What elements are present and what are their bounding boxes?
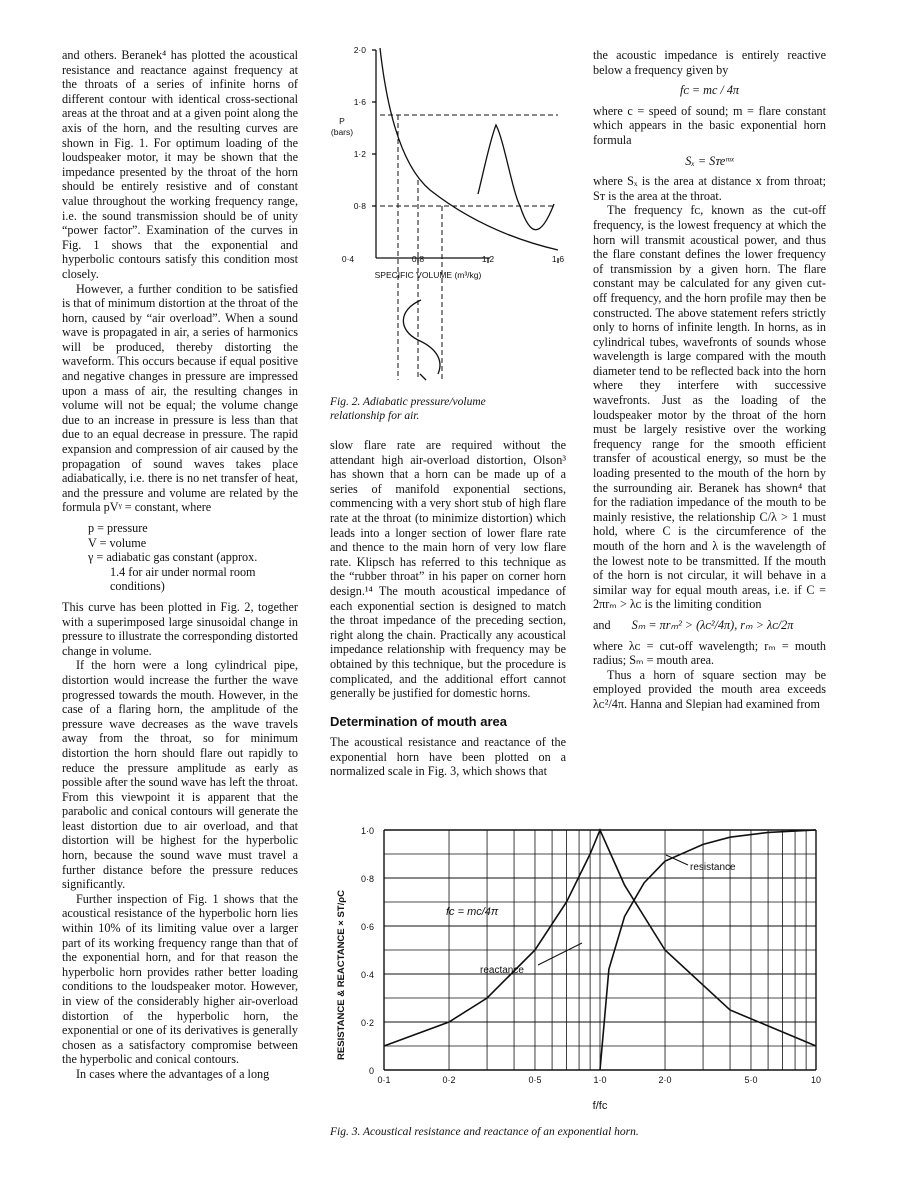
equation-body: Sₘ = πrₘ² > (λᴄ²/4π), rₘ > λᴄ/2π (631, 617, 794, 632)
fig2-ytick: 1·6 (353, 97, 366, 107)
equation-word: and (593, 617, 611, 632)
reactance-arrow (538, 943, 582, 965)
fig3-xtick: 0·2 (442, 1075, 456, 1085)
definition: V = volume (88, 535, 147, 550)
fig3-xtick: 0·5 (528, 1075, 542, 1085)
fig3-xtick: 5·0 (744, 1075, 758, 1085)
fig3-ylabel: RESISTANCE & REACTANCE × ST/ρC (336, 890, 347, 1060)
paragraph: However, a further condition to be satisfied is that of minimum distortion at the throat of the horn, caused by “air overload”. When a sound wave is propagated in air, a series of harmonics will be produced, thereby distorting the waveform. This occurs because if equal positive and negative changes in pressure are impressed upon a mass of air, the resulting changes in volume will not be equal; the volume change due to an increase in pressure is less than that due to an equal decrease in pressure. The rapid expansion and compression of air caused by the propagation of sound waves takes place adiabatically, i.e. there is no net transfer of heat, and the pressure and volume are related by the formula pVᵞ = constant, where (62, 281, 298, 515)
equation (593, 618, 826, 633)
paragraph: The frequency fᴄ, known as the cut-off frequency, is the lowest frequency at which the horn will transmit acoustical power, and thus the flare constant defines the lower frequency of transmission by a given horn. The flare constant may be calculated for any given cut-off frequency, and the horn profile may then be constructed. The above statement refers strictly only to horns of infinite length. In horns, as in cylindrical tubes, wavefronts of sounds whose wavelength is large compared with the mouth diameter tend to be reflected back into the horn where they interfere with successive wavefronts. Just as the loading of the loudspeaker motor by the throat of the horn must be largely resistive over the working frequency range for the smooth efficient transfer of acoustical energy, so must be the loading presented to the mouth of the horn by the surrounding air. Beranek has shown⁴ that for the radiation impedance of the mouth to be mainly resistive, the relationship C/λ > 1 must hold, where C is the circumference of the mouth of the horn and λ is the wavelength of the lowest note to be transmitted. If the mouth of the horn is not circular, it will behave in a similar way for equal mouth areas, i.e. if C = 2πrₘ > λᴄ is the limiting condition (593, 203, 826, 612)
fig2-xlabel: SPECIFIC VOLUME (m³/kg) (374, 270, 482, 280)
equation: fᴄ = mc / 4π (679, 83, 740, 98)
fig2-xtick: 1·6 (551, 254, 565, 264)
paragraph: If the horn were a long cylindrical pipe, distortion would increase the further the wave progressed towards the mouth. However, in the case of a flaring horn, the amplitude of the pressure wave decreases as the wave travels away from the throat, so for minimum distortion the horn should flare out rapidly to reduce the pressure amplitude as early as possible after the sound wave has left the throat. From this viewpoint it is apparent that the parabolic and conical contours will generate the least distortion due to air overload, and that distortion will be highest for the hyperbolic horn, because the sound wave must travel a further distance before the pressure reduces significantly. (62, 658, 298, 892)
paragraph: The acoustical resistance and reactance of the exponential horn have been plotted on a normalized scale in Fig. 3, which shows that (330, 735, 566, 779)
column-1 (62, 48, 298, 1082)
adiabatic-curve (380, 48, 558, 250)
fig3-ytick: 1·0 (360, 826, 374, 836)
resistance-label: resistance (690, 862, 736, 873)
paragraph: and others. Beranek⁴ has plotted the acoustical resistance and reactance against frequency at the throats of a series of infinite horns of different contour with identical cross-sectional areas at the throat and at a given point along the axis of the horn, and the resulting curves are shown in Fig. 1. For optimum loading of the loudspeaker motor, it may be shown that the impedance presented by the throat of the horn should be entirely resistive and of constant value throughout the working frequency range, i.e. the sound transmission should be of unity “power factor”. Examination of the curves in Fig. 1 shows that the exponential and hyperbolic contours satisfy this condition most closely. (62, 48, 298, 281)
fig2-ylabel: P (339, 116, 345, 126)
fig2-caption: Fig. 2. Adiabatic pressure/volume relationship for air. (330, 396, 486, 422)
fig3-caption: Fig. 3. Acoustical resistance and reactance of an exponential horn. (330, 1126, 639, 1138)
fig2-yunit: (bars) (330, 127, 354, 137)
fig2-xtick: 0·8 (411, 254, 425, 264)
fig3-ytick: 0·2 (360, 1018, 374, 1028)
paragraph: slow flare rate are required without the attendant high air-overload distortion, Olson³ has shown that a horn can be made up of a series of manifold exponential sections, commencing with a very short stub of high flare rate at the throat (to minimize distortion) which leads into a longer section of lower flare rate and thence to the main horn of very low flare rate. Klipsch has referred to this technique as the “rubber throat” in his paper on corner horn design.¹⁴ The mouth acoustical impedance of each exponential section is designed to match the throat impedance of the preceding section, right along the chain. Practically any acoustical impedance relationship with frequency may be obtained by this technique, but the procedure is complicated, and the additional effort cannot generally be justified for domestic horns. (330, 438, 566, 701)
reactance-label: reactance (480, 965, 524, 976)
column-2 (330, 438, 566, 779)
fig3-ytick: 0·6 (360, 922, 374, 932)
definition-list (88, 521, 298, 594)
paragraph: where λᴄ = cut-off wavelength; rₘ = mouth radius; Sₘ = mouth area. (593, 638, 826, 668)
fig2-xtick: 1·2 (481, 254, 495, 264)
fig3-ytick: 0 (368, 1066, 374, 1076)
definition: conditions) (110, 579, 165, 594)
fig3-xtick: 10 (810, 1075, 822, 1085)
paragraph: where Sₓ is the area at distance x from throat; Sᴛ is the area at the throat. (593, 174, 826, 203)
paragraph: Further inspection of Fig. 1 shows that the acoustical resistance of the hyperbolic horn lies within 10% of its limiting value over a larger part of its working frequency range than that of the exponential horn, and for that reason the hyperbolic horn provides rather better loading conditions to the loudspeaker motor. However, in view of the considerably higher air-overload distortion of the hyperbolic horn, the exponential or one of its derivatives is generally chosen as a satisfactory compromise between the hyperbolic and conical contours. (62, 891, 298, 1067)
fig2-ytick: 2·0 (353, 45, 366, 55)
definition: 1.4 for air under normal room (110, 564, 256, 579)
fig3-ytick: 0·4 (360, 970, 374, 980)
column-3 (593, 48, 826, 712)
equation: Sₓ = Sᴛeᵐˣ (685, 153, 734, 168)
fig3-chart (328, 815, 840, 1123)
paragraph: the acoustic impedance is entirely reactive below a frequency given by (593, 48, 826, 77)
fig2-chart (318, 40, 578, 390)
fig3-xtick: 1·0 (593, 1075, 607, 1085)
volume-sine-wave (403, 300, 440, 374)
section-heading: Determination of mouth area (330, 713, 507, 729)
fig2-ytick: 0·8 (353, 201, 366, 211)
definition: γ = adiabatic gas constant (approx. (88, 550, 258, 565)
definition: p = pressure (88, 521, 148, 535)
fig3-xtick: 2·0 (658, 1075, 672, 1085)
pressure-sine-wave (478, 125, 554, 230)
paragraph: In cases where the advantages of a long (76, 1066, 270, 1081)
fig2-ytick: 1·2 (353, 149, 366, 159)
paragraph: Thus a horn of square section may be employed provided the mouth area exceeds λᴄ²/4π. Hanna and Slepian had examined from (593, 667, 826, 711)
paragraph: where c = speed of sound; m = flare constant which appears in the basic exponential horn formula (593, 103, 826, 147)
fig3-ytick: 0·8 (360, 874, 374, 884)
fig3-xtick: 0·1 (377, 1075, 391, 1085)
fig2-ytick: 0·4 (341, 254, 355, 264)
paragraph: This curve has been plotted in Fig. 2, together with a superimposed large sinusoidal change in pressure to illustrate the corresponding distorted change in volume. (62, 599, 298, 658)
fig3-xlabel: f/fc (592, 1100, 608, 1112)
cutoff-formula: fc = mc/4π (446, 906, 499, 918)
